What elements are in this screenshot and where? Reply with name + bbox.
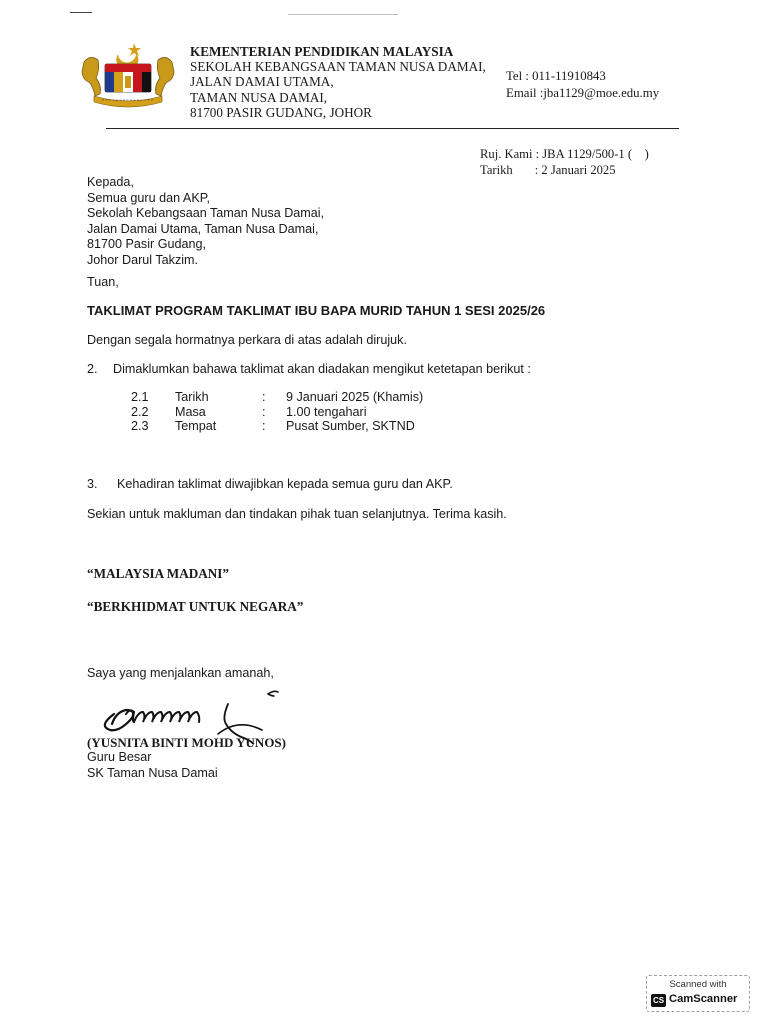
schedule-row <box>131 419 423 434</box>
closing-remark: Sekian untuk makluman dan tindakan pihak tuan selanjutnya. Terima kasih. <box>87 507 507 521</box>
recipient-line: Semua guru dan AKP, <box>87 190 210 205</box>
paragraph-3-number: 3. <box>87 477 98 491</box>
watermark-caption: Scanned with <box>669 979 727 990</box>
schedule-label: Masa <box>175 404 206 419</box>
schedule-label: Tempat <box>175 419 217 434</box>
watermark-brand: CamScanner <box>669 993 738 1005</box>
letter-subject: TAKLIMAT PROGRAM TAKLIMAT IBU BAPA MURID TAHUN 1 SESI 2025/26 <box>87 303 546 318</box>
school-address-line: JALAN DAMAI UTAMA, <box>190 74 334 90</box>
paragraph-1: Dengan segala hormatnya perkara di atas adalah dirujuk. <box>87 333 407 347</box>
school-address-line: 81700 PASIR GUDANG, JOHOR <box>190 104 372 120</box>
camscanner-logo-icon: CS <box>652 996 665 1005</box>
schedule-number: 2.3 <box>131 419 149 434</box>
camscanner-watermark <box>646 975 750 1012</box>
paragraph-2: Dimaklumkan bahawa taklimat akan diadakan mengikut ketetapan berikut : <box>113 362 531 376</box>
motto-berkhidmat: “BERKHIDMAT UNTUK NEGARA” <box>87 599 304 614</box>
recipient-line: Johor Darul Takzim. <box>87 252 199 267</box>
paragraph-3: Kehadiran taklimat diwajibkan kepada semua guru dan AKP. <box>117 477 453 491</box>
schedule-label: Tarikh <box>175 390 209 404</box>
scan-artifact <box>288 14 398 15</box>
schedule-row <box>131 390 423 405</box>
paragraph-2-number: 2. <box>87 362 98 376</box>
schedule-colon: : <box>262 419 266 434</box>
signer-school: SK Taman Nusa Damai <box>87 766 218 780</box>
schedule-value: Pusat Sumber, SKTND <box>286 419 415 434</box>
letter-date: Tarikh : 2 Januari 2025 <box>480 162 616 177</box>
contact-info <box>506 68 659 101</box>
signer-name: (YUSNITA BINTI MOHD YUNOS) <box>87 735 286 750</box>
salutation: Tuan, <box>87 275 119 289</box>
school-address-line: TAMAN NUSA DAMAI, <box>190 89 328 105</box>
motto-malaysia-madani: “MALAYSIA MADANI” <box>87 566 230 581</box>
schedule-value: 9 Januari 2025 (Khamis) <box>286 390 424 404</box>
schedule-number: 2.1 <box>131 390 149 404</box>
phone-number: Tel : 011-11910843 <box>506 69 606 83</box>
sign-off: Saya yang menjalankan amanah, <box>87 666 274 680</box>
schedule-colon: : <box>262 390 266 404</box>
recipient-line: Jalan Damai Utama, Taman Nusa Damai, <box>87 221 319 236</box>
recipient-address <box>87 175 324 269</box>
coat-of-arms-icon <box>78 40 178 108</box>
scan-artifact <box>70 12 92 13</box>
reference-number: Ruj. Kami : JBA 1129/500-1 ( ) <box>480 147 649 161</box>
schedule-value: 1.00 tengahari <box>286 404 367 419</box>
schedule-number: 2.2 <box>131 404 149 419</box>
schedule-colon: : <box>262 404 266 419</box>
schedule-list <box>131 390 423 434</box>
recipient-line: Kepada, <box>87 175 134 189</box>
reference-block <box>480 147 649 178</box>
school-address-line: SEKOLAH KEBANGSAAN TAMAN NUSA DAMAI, <box>190 59 486 75</box>
letterhead <box>190 44 486 120</box>
signer-position: Guru Besar <box>87 750 152 764</box>
schedule-row <box>131 405 423 420</box>
header-divider <box>106 128 679 129</box>
email-address: Email :jba1129@moe.edu.my <box>506 85 660 100</box>
ministry-name: KEMENTERIAN PENDIDIKAN MALAYSIA <box>190 44 454 59</box>
recipient-line: 81700 Pasir Gudang, <box>87 237 207 252</box>
recipient-line: Sekolah Kebangsaan Taman Nusa Damai, <box>87 206 325 221</box>
